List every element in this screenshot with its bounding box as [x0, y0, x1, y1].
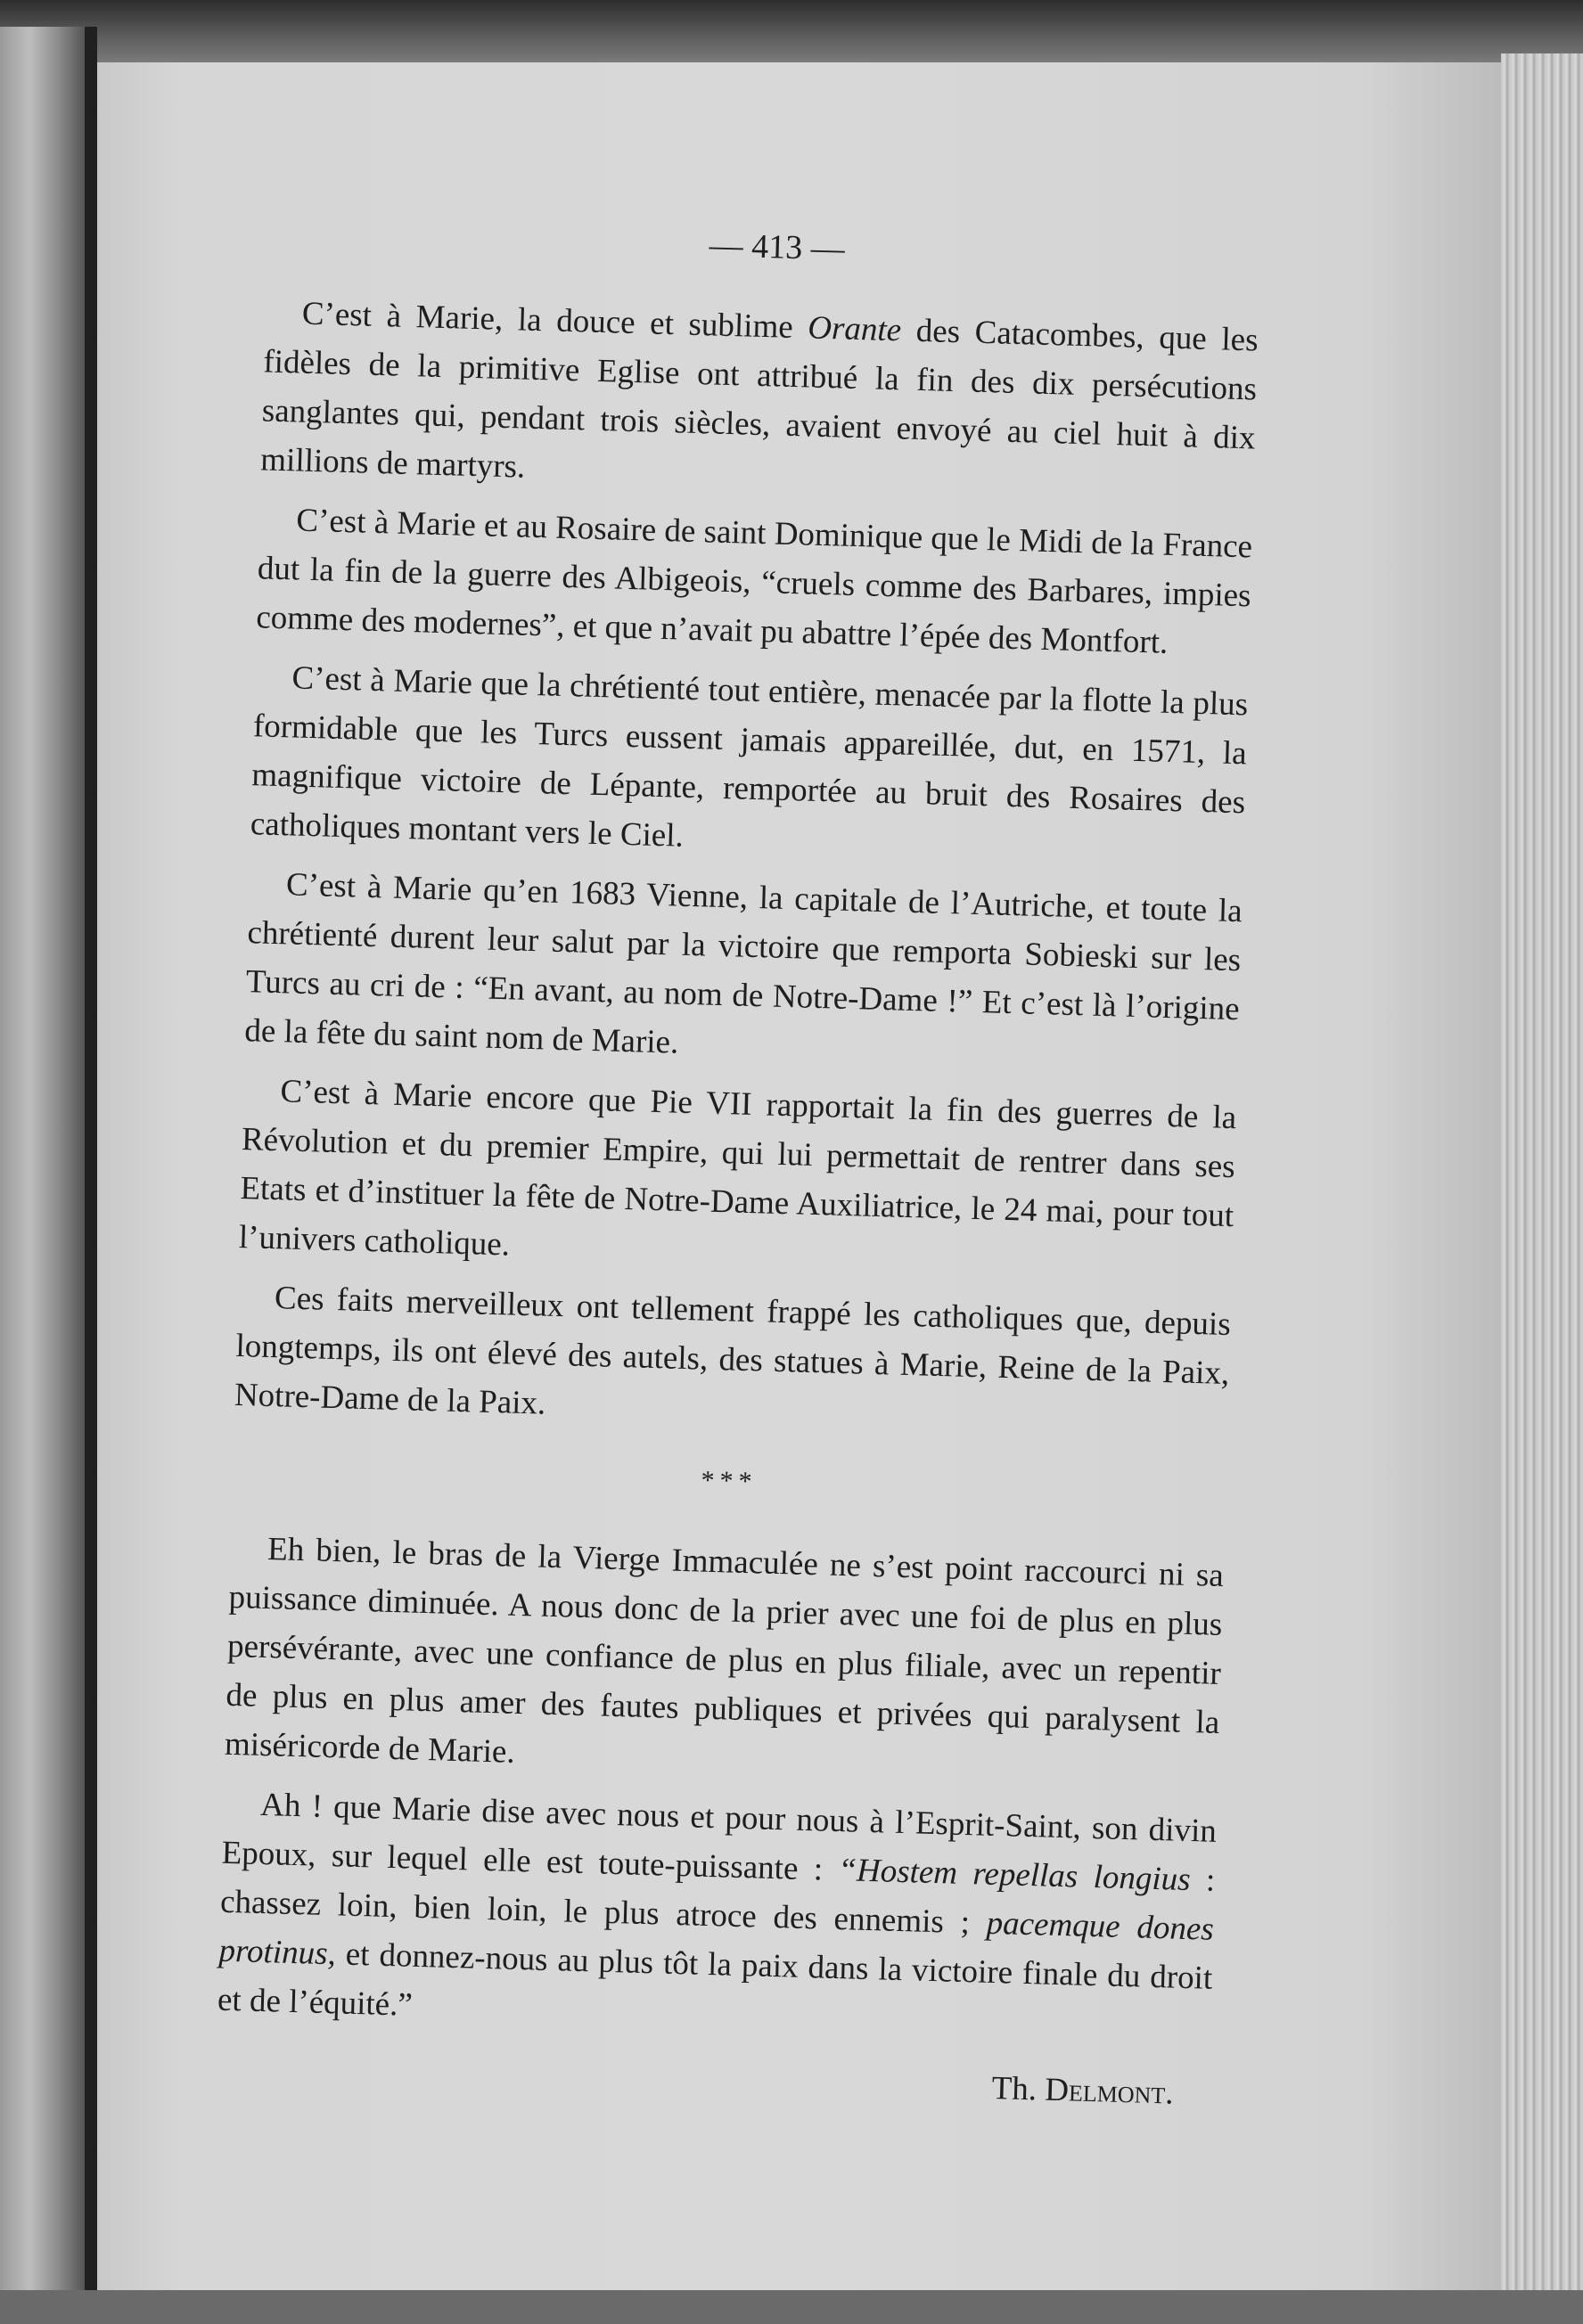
scan-bottom-border: [0, 2290, 1583, 2324]
paragraph-esprit-saint: [217, 1780, 1217, 2052]
author-surname: Delmont.: [1044, 2071, 1175, 2112]
paragraph-text: des Catacombes, que les fidèles de la primitive Eglise ont attribué la fin des dix persécutions sanglantes qui, pendant trois siècles, avaient envoyé au ciel huit à dix millions de martyrs.: [259, 312, 1259, 486]
book-gutter: [85, 27, 97, 2290]
paragraph-text: : chassez loin, bien loin, le plus atroce des ennemis ;: [219, 1862, 1216, 1942]
section-separator: ***: [701, 1465, 759, 1497]
paragraph-pie-vii: C’est à Marie encore que Pie VII rapportait la fin des guerres de la Révolution et du premier Empire, qui lui permettait de rentrer dans ses Etats et d’instituer la fête de Notre-Dame Auxiliatrice, le 24 mai, pour tout l’univers catholique.: [238, 1073, 1237, 1264]
paragraph-text: et donnez-nous au plus tôt la paix dans la victoire finale du droit et de l’équité.”: [217, 1935, 1213, 2024]
page-number: — 413 —: [709, 226, 846, 268]
latin-quote: “Hostem repellas longius: [837, 1852, 1192, 1899]
scan-top-border: [0, 0, 1583, 62]
italic-term: Orante: [807, 309, 902, 349]
paragraph-lepante: C’est à Marie que la chrétienté tout entière, menacée par la flotte la plus formidable que les Turcs eussent jamais appareillée, dut, en 1571, la magnifique victoire de Lépante, remportée au bruit des Rosaires des catholiques montant vers le Ciel.: [250, 659, 1249, 855]
facing-page-edge: [0, 27, 85, 2290]
paragraph-albigeois: C’est à Marie et au Rosaire de saint Dominique que le Midi de la France dut la fin de la guerre des Albigeois, “cruels comme des Barbares, impies comme des modernes”, et que n’avait pu abattre l’épée des Montfort.: [255, 502, 1253, 661]
page-stack-edge: [1501, 53, 1583, 2299]
paragraph-text: C’est à Marie, la douce et sublime: [301, 295, 808, 347]
author-initials: Th.: [991, 2069, 1046, 2108]
paragraph-reine-de-la-paix: Ces faits merveilleux ont tellement frappé les catholiques que, depuis longtemps, ils ont élevé des autels, des statues à Marie, Reine de la Paix, Notre-Dame de la Paix.: [234, 1280, 1232, 1422]
paragraph-vierge-immaculee: Eh bien, le bras de la Vierge Immaculée ne s’est point raccourci ni sa puissance diminuée. A nous donc de la prier avec une foi de plus en plus persévérante, avec une confiance de plus en plus filiale, avec un repentir de plus en plus amer des fautes publiques et privées qui paralysent la miséricorde de Marie.: [224, 1531, 1225, 1771]
paragraph-vienne: C’est à Marie qu’en 1683 Vienne, la capitale de l’Autriche, et toute la chrétienté durent leur salut par la victoire que remporta Sobieski sur les Turcs au cri de : “En avant, au nom de Notre-Dame !” Et c’est là l’origine de la fête du saint nom de Marie.: [243, 866, 1243, 1061]
page-text: [215, 209, 1261, 2118]
latin-quote: pacemque dones protinus,: [218, 1904, 1215, 1973]
paragraph-text: Ah ! que Marie dise avec nous et pour nous à l’Esprit-Saint, son divin Epoux, sur lequel elle est toute-puissante :: [221, 1786, 1218, 1889]
paragraph-orante: [260, 288, 1259, 511]
